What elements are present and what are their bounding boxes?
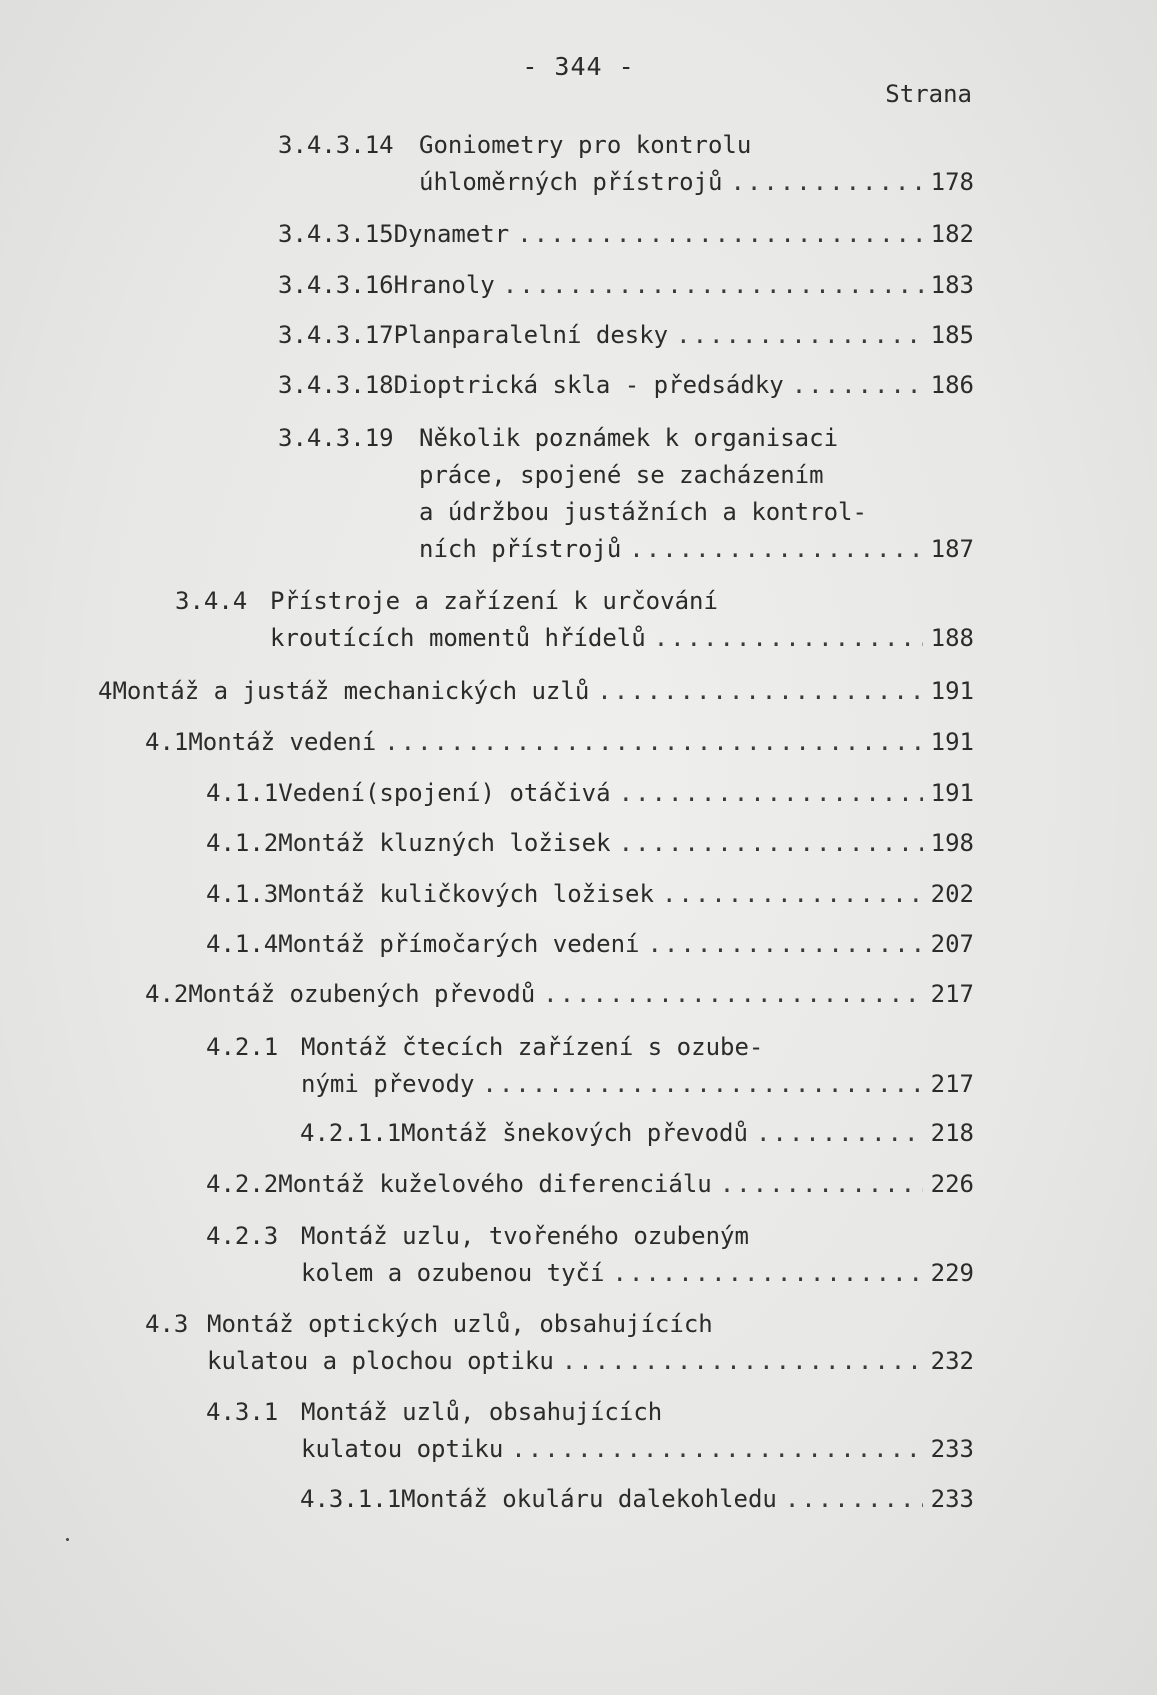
page-column-label: Strana: [885, 80, 972, 108]
section-number: 3.4.3.15: [278, 220, 394, 248]
page-reference: 233: [930, 1485, 974, 1513]
section-title: Několik poznámek k organisaci: [419, 424, 839, 452]
page-reference: 185: [930, 321, 974, 349]
page-reference: 191: [930, 677, 974, 705]
section-title: Goniometry pro kontrolu: [419, 131, 752, 159]
toc-entry: [300, 1115, 974, 1152]
section-title: Planparalelní desky: [393, 321, 669, 349]
toc-entry: [206, 1218, 974, 1292]
toc-entry: [278, 267, 974, 304]
dot-leader: [384, 724, 922, 761]
section-number: 4.3.1.1: [300, 1485, 402, 1513]
toc-entry: [278, 216, 974, 253]
toc-entry-line: [175, 583, 974, 620]
toc-entry: [300, 1481, 974, 1518]
section-title: kulatou optiku: [301, 1435, 504, 1463]
toc-entry-line: [98, 673, 974, 710]
dot-leader: [597, 673, 922, 710]
section-title: ních přístrojů: [419, 535, 622, 563]
dot-leader: [730, 164, 922, 201]
toc-entry-line: [206, 1029, 974, 1066]
dot-leader: [654, 620, 923, 657]
page-reference: 182: [930, 220, 974, 248]
page-reference: 178: [930, 168, 974, 196]
section-title: kulatou a plochou optiku: [207, 1347, 554, 1375]
section-title: Hranoly: [393, 271, 495, 299]
dot-leader: [511, 1431, 922, 1468]
section-title: Montáž a justáž mechanických uzlů: [112, 677, 590, 705]
toc-entry-line: [278, 164, 974, 201]
section-title: Vedení(spojení) otáčivá: [278, 779, 611, 807]
dot-leader: [482, 1066, 922, 1103]
toc-entry-line: [145, 1306, 974, 1343]
toc-entry: [98, 673, 974, 710]
section-title: Montáž šnekových převodů: [401, 1119, 748, 1147]
page-reference: 187: [930, 535, 974, 563]
page-reference: 191: [930, 779, 974, 807]
dot-leader: [756, 1115, 923, 1152]
dot-leader: [619, 775, 923, 812]
page-reference: 198: [930, 829, 974, 857]
page-reference: 183: [930, 271, 974, 299]
page-reference: 188: [930, 624, 974, 652]
section-title: Montáž vedení: [188, 728, 377, 756]
section-number: 4.1.1: [206, 779, 279, 807]
section-title: Dynametr: [393, 220, 510, 248]
section-title: Montáž kuličkových ložisek: [278, 880, 654, 908]
toc-entry-line: [206, 775, 974, 812]
section-title: Montáž uzlu, tvořeného ozubeným: [301, 1222, 749, 1250]
toc-entry: [145, 976, 974, 1013]
toc-entry: [206, 876, 974, 913]
page-reference: 191: [930, 728, 974, 756]
section-number: 3.4.3.14: [278, 131, 394, 159]
section-title: kolem a ozubenou tyčí: [301, 1259, 605, 1287]
section-number: 3.4.3.18: [278, 371, 394, 399]
toc-entry: [206, 1166, 974, 1203]
toc-entry-line: [206, 1218, 974, 1255]
section-title: nými převody: [301, 1070, 475, 1098]
toc-entry: [206, 1394, 974, 1468]
toc-entry: [145, 724, 974, 761]
toc-entry: [278, 420, 974, 568]
toc-entry-line: [175, 620, 974, 657]
toc-entry: [145, 1306, 974, 1380]
dot-leader: [517, 216, 922, 253]
toc-entry-line: [145, 976, 974, 1013]
toc-entry-line: [300, 1481, 974, 1518]
section-number: 4.3.1: [206, 1398, 279, 1426]
section-number: 4: [98, 677, 113, 705]
section-title: Přístroje a zařízení k určování: [270, 587, 718, 615]
section-number: 4.1.4: [206, 930, 279, 958]
dot-leader: [785, 1481, 923, 1518]
page-reference: 218: [930, 1119, 974, 1147]
toc-entry-line: [206, 1066, 974, 1103]
section-number: 4.2.3: [206, 1222, 279, 1250]
dot-leader: [619, 825, 923, 862]
dot-leader: [612, 1255, 922, 1292]
toc-entry-line: [278, 494, 974, 531]
section-title: Montáž čtecích zařízení s ozube-: [301, 1033, 764, 1061]
section-title: Montáž kuželového diferenciálu: [278, 1170, 712, 1198]
dot-leader: [792, 367, 923, 404]
section-number: 4.1.3: [206, 880, 279, 908]
page-reference: 207: [930, 930, 974, 958]
toc-entry: [175, 583, 974, 657]
dot-leader: [562, 1343, 923, 1380]
toc-entry: [278, 317, 974, 354]
section-number: 3.4.3.17: [278, 321, 394, 349]
toc-entry-line: [145, 1343, 974, 1380]
page-number: - 344 -: [522, 52, 635, 81]
toc-entry-line: [278, 420, 974, 457]
section-title: Dioptrická skla - předsádky: [393, 371, 784, 399]
toc-entry-line: [278, 267, 974, 304]
page-reference: 217: [930, 980, 974, 1008]
page-reference: 233: [930, 1435, 974, 1463]
toc-entry-line: [206, 825, 974, 862]
toc-entry-line: [278, 216, 974, 253]
toc-entry-line: [278, 367, 974, 404]
toc-entry-line: [278, 317, 974, 354]
toc-entry: [278, 367, 974, 404]
section-number: 4.1.2: [206, 829, 279, 857]
section-number: 3.4.4: [175, 587, 248, 615]
section-title: Montáž uzlů, obsahujících: [301, 1398, 663, 1426]
toc-entry-line: [278, 457, 974, 494]
section-title: Montáž přímočarých vedení: [278, 930, 640, 958]
toc-entry-line: [300, 1115, 974, 1152]
dot-leader: [629, 531, 922, 568]
page-reference: 217: [930, 1070, 974, 1098]
toc-entry-line: [206, 1255, 974, 1292]
toc-entry: [206, 926, 974, 963]
section-number: 3.4.3.16: [278, 271, 394, 299]
page-reference: 232: [930, 1347, 974, 1375]
page-reference: 229: [930, 1259, 974, 1287]
toc-entry: [278, 127, 974, 201]
section-number: 4.3: [145, 1310, 189, 1338]
section-number: 4.2.1: [206, 1033, 279, 1061]
toc-entry-line: [206, 1431, 974, 1468]
section-title: úhloměrných přístrojů: [419, 168, 723, 196]
section-title: Montáž okuláru dalekohledu: [401, 1485, 777, 1513]
toc-entry-line: [206, 1394, 974, 1431]
toc-entry: [206, 775, 974, 812]
section-title: Montáž kluzných ložisek: [278, 829, 611, 857]
page-reference: 202: [930, 880, 974, 908]
dot-leader: [662, 876, 923, 913]
dot-leader: [647, 926, 922, 963]
page-reference: 226: [930, 1170, 974, 1198]
section-title: kroutících momentů hřídelů: [270, 624, 646, 652]
section-title: Montáž optických uzlů, obsahujících: [207, 1310, 713, 1338]
dot-leader: [503, 267, 923, 304]
paper-speck: [66, 1538, 69, 1541]
section-title: Montáž ozubených převodů: [188, 980, 536, 1008]
section-number: 4.2: [145, 980, 189, 1008]
section-number: 4.2.1.1: [300, 1119, 402, 1147]
dot-leader: [676, 317, 923, 354]
section-number: 3.4.3.19: [278, 424, 394, 452]
section-title: práce, spojené se zacházením: [419, 461, 824, 489]
toc-entry-line: [206, 926, 974, 963]
toc-entry-line: [206, 1166, 974, 1203]
dot-leader: [543, 976, 923, 1013]
toc-entry-line: [278, 127, 974, 164]
toc-entry-line: [278, 531, 974, 568]
section-title: a údržbou justážních a kontrol-: [419, 498, 867, 526]
page-reference: 186: [930, 371, 974, 399]
toc-entry: [206, 1029, 974, 1103]
toc-entry-line: [145, 724, 974, 761]
toc-entry: [206, 825, 974, 862]
toc-entry-line: [206, 876, 974, 913]
section-number: 4.2.2: [206, 1170, 279, 1198]
dot-leader: [720, 1166, 923, 1203]
section-number: 4.1: [145, 728, 189, 756]
